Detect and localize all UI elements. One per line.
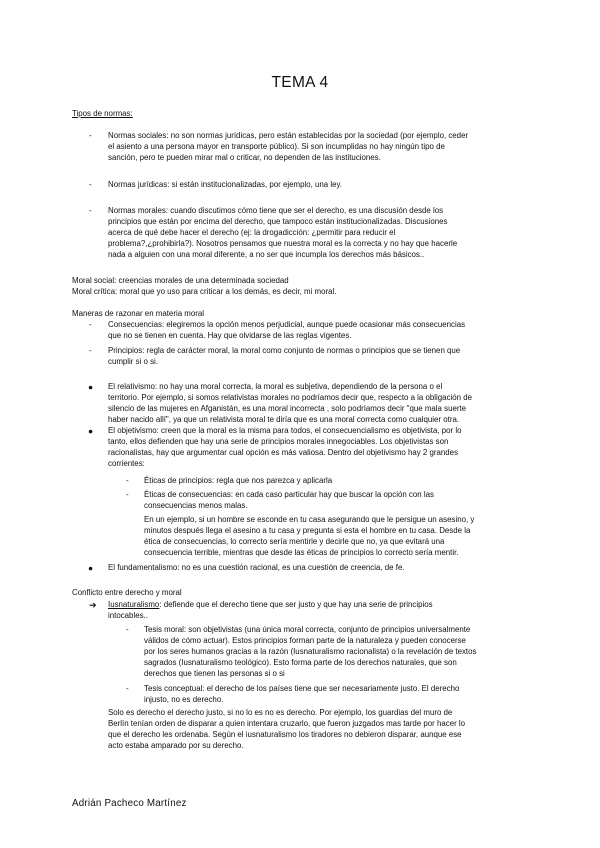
ejemplo-line: minutos después llega el asesino a tu casa y pregunta si esta el hombre en tu casa. Desde la [144, 526, 471, 535]
objetivismo-line: El objetivismo: creen que la moral es la misma para todos, el consecuencialismo es objetivista, por lo [108, 426, 462, 435]
tesis-moral-line: derechos que tienen las personas si o si [144, 669, 285, 678]
normas-juridicas-line: Normas jurídicas: si están institucionalizadas, por ejemplo, una ley. [108, 180, 343, 189]
cierre-line: Solo es derecho el derecho justo, si no lo es no es derecho. Por ejemplo, los guardias del muro de [108, 708, 453, 717]
page-title: TEMA 4 [271, 74, 329, 91]
objetivismo-line: racionalistas, hay que argumentar cual opción es más valiosa. Dentro del objetivismo hay 2 grandes [108, 448, 459, 457]
bullet-marker: ● [88, 382, 94, 392]
moral-critica-line: Moral crítica: moral que yo uso para criticar a los demás, es decir, mi moral. [72, 287, 337, 296]
cierre-line: acto estaba amparado por su derecho. [108, 741, 244, 750]
tesis-conceptual-line: injusto, no es derecho. [144, 695, 224, 704]
iusnaturalismo-line [108, 600, 433, 611]
normas-morales-line: problema?,¿prohibirla?). Nosotros pensamos que nuestra moral es la correcta y no hay que hacerle [108, 239, 458, 248]
etica-principios-line: Éticas de principios: regla que nos parezca y aplicarla [144, 476, 333, 485]
objetivismo-line: corrientes: [108, 459, 145, 468]
ejemplo-line: consecuencia terrible, mientras que desde las éticas de principios lo correcto sería mentir. [144, 548, 459, 557]
ejemplo-line: En un ejemplo, si un hombre se esconde en tu casa asegurando que le persigue un asesino, y [144, 515, 475, 524]
tesis-moral-line: por los seres humanos gracias a la razón (Iusnaturalismo racionalista) o la revelación de textos [144, 647, 477, 656]
relativismo-line: silencio de las mujeres en Afganistán, es una moral incorrecta , solo podríamos decir "que mala suerte [108, 404, 467, 413]
fundamentalismo-line: El fundamentalismo: no es una cuestión racional, es una cuestión de creencia, de fe. [108, 563, 405, 572]
dash-marker: - [89, 206, 92, 215]
relativismo-line: territorio. Por ejemplo, si somos relativistas morales no podríamos decir que, respecto a la obligación de [108, 393, 473, 402]
dash-marker: - [126, 490, 129, 499]
dash-marker: - [89, 131, 92, 140]
tesis-moral-line: Tesis moral: son objetivistas (una única moral correcta, conjunto de principios universalmente [144, 625, 471, 634]
section-heading-maneras: Maneras de razonar en materia moral [72, 309, 205, 318]
iusnaturalismo-definition: : defiende que el derecho tiene que ser justo y que hay una serie de principios [159, 600, 433, 609]
consecuencias-line: que no se tienen en cuenta. Hay que olvidarse de las reglas vigentes. [108, 331, 352, 340]
cierre-line: que el derecho les ordenaba. Según el iusnaturalismo los tiradores no debieron disparar, aunque ese [108, 730, 462, 739]
normas-morales-line: principios que están por encima del derecho, que tampoco están institucionalizadas. Discusiones [108, 217, 448, 226]
relativismo-line: haber nacido allí", ya que un relativista moral te diría que es una moral correcta como cualquier otra. [108, 415, 460, 424]
consecuencias-line: Consecuencias: elegiremos la opción menos perjudicial, aunque puede ocasionar más consecuencias [108, 320, 466, 329]
dash-marker: - [89, 180, 92, 189]
tesis-moral-line: sagrados (Iusnaturalismo teológico). Esto forma parte de los derechos naturales, que son [144, 658, 457, 667]
normas-sociales-line: sanción, pero te pueden mirar mal o criticar, no dependen de las instituciones. [108, 153, 381, 162]
iusnaturalismo-term: Iusnaturalismo [108, 600, 160, 609]
tesis-conceptual-line: Tesis conceptual: el derecho de los países tiene que ser necesariamente justo. El derecho [144, 684, 460, 693]
normas-sociales-line: el asiento a una persona mayor en transporte público). Si son incumplidas no hay ningún tipo de [108, 142, 445, 151]
objetivismo-line: tanto, ellos defienden que hay una serie de principios morales innegociables. Los objetivistas son [108, 437, 449, 446]
normas-morales-line: Normas morales: cuando discutimos cómo tiene que ser el derecho, es una discusión desde los [108, 206, 444, 215]
dash-marker: - [126, 625, 129, 634]
arrow-marker: ➔ [89, 600, 97, 610]
iusnaturalismo-line: intocables.. [108, 611, 148, 620]
cierre-line: Berlín tenían orden de disparar a quien intentara cruzarlo, que fueron juzgados mas tarde por hacer lo [108, 719, 466, 728]
moral-social-line: Moral social: creencias morales de una determinada sociedad [72, 276, 289, 285]
dash-marker: - [126, 476, 129, 485]
principios-line: cumplir si o si. [108, 357, 158, 366]
dash-marker: - [89, 346, 92, 355]
etica-consecuencias-line: consecuencias menos malas. [144, 501, 248, 510]
normas-sociales-line: Normas sociales: no son normas jurídicas, pero están establecidas por la sociedad (por ejemplo, ceder [108, 131, 469, 140]
section-heading-conflicto: Conflicto entre derecho y moral [72, 588, 182, 597]
dash-marker: - [126, 684, 129, 693]
ejemplo-line: ética de consecuencias, lo correcto sería mentirle y decirle que no, ya que evitará una [144, 537, 445, 546]
bullet-marker: ● [88, 426, 94, 436]
section-heading-tipos: Tipos de normas: [72, 109, 133, 118]
author-footer: Adrián Pacheco Martínez [72, 798, 187, 809]
normas-morales-line: nada a alguien con una moral diferente, a no ser que incumpla los derechos más básicos.. [108, 250, 425, 259]
normas-morales-line: acerca de qué debe hacer el derecho (ej: la drogadicción: ¿permitir para reducir el [108, 228, 396, 237]
dash-marker: - [89, 320, 92, 329]
tesis-moral-line: válidos de cómo actuar). Estos principios forman parte de la naturaleza y pueden conocerse [144, 636, 466, 645]
relativismo-line: El relativismo: no hay una moral correcta, la moral es subjetiva, dependiendo de la persona o el [108, 382, 443, 391]
etica-consecuencias-line: Éticas de consecuencias: en cada caso particular hay que buscar la opción con las [144, 490, 434, 499]
bullet-marker: ● [88, 563, 94, 573]
principios-line: Principios: regla de carácter moral, la moral como conjunto de normas o principios que se tienen que [108, 346, 461, 355]
